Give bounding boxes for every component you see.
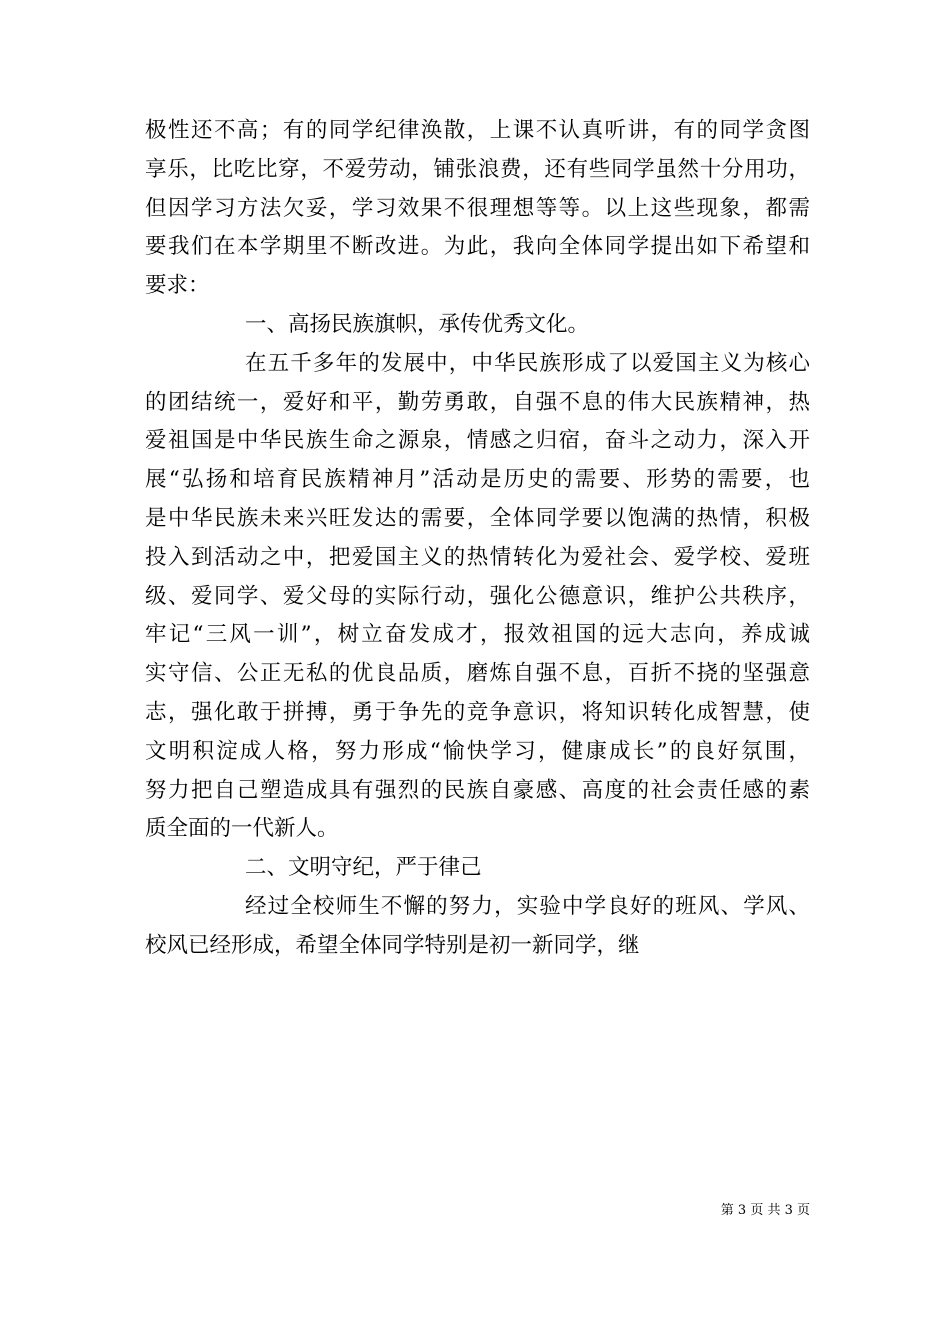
text-line: 二、文明守纪，严于律己 xyxy=(245,855,482,881)
text-line: 爱祖国是中华民族生命之源泉，情感之归宿，奋斗之动力，深入开 xyxy=(145,428,810,454)
text-line: 努力把自己塑造成具有强烈的民族自豪感、高度的社会责任感的素 xyxy=(145,777,810,803)
text-line: 展“弘扬和培育民族精神月”活动是历史的需要、形势的需要，也 xyxy=(145,467,810,493)
text-line: 但因学习方法欠妥，学习效果不很理想等等。以上这些现象，都需 xyxy=(145,195,810,221)
page-number xyxy=(721,1202,810,1220)
text-line: 极性还不高；有的同学纪律涣散，上课不认真听讲，有的同学贪图 xyxy=(145,118,810,143)
text-line: 一、高扬民族旗帜，承传优秀文化。 xyxy=(245,311,590,337)
text-line: 是中华民族未来兴旺发达的需要，全体同学要以饱满的热情，积极 xyxy=(145,505,810,531)
text-line: 经过全校师生不懈的努力，实验中学良好的班风、学风、 xyxy=(245,893,810,919)
text-line: 质全面的一代新人。 xyxy=(145,816,339,842)
text-line: 享乐，比吃比穿，不爱劳动，铺张浪费，还有些同学虽然十分用功， xyxy=(145,156,810,182)
text-line: 在五千多年的发展中，中华民族形成了以爱国主义为核心 xyxy=(245,350,810,376)
body-text xyxy=(145,112,810,966)
text-line: 的团结统一，爱好和平，勤劳勇敢，自强不息的伟大民族精神，热 xyxy=(145,389,810,415)
text-line: 要我们在本学期里不断改进。为此，我向全体同学提出如下希望和 xyxy=(145,234,810,260)
text-line: 文明积淀成人格，努力形成“愉快学习，健康成长”的良好氛围， xyxy=(145,738,810,764)
text-line: 要求： xyxy=(145,273,210,299)
text-line: 实守信、公正无私的优良品质，磨炼自强不息，百折不挠的坚强意 xyxy=(145,661,810,687)
text-line: 级、爱同学、爱父母的实际行动，强化公德意识，维护公共秩序， xyxy=(145,583,810,609)
text-line: 投入到活动之中，把爱国主义的热情转化为爱社会、爱学校、爱班 xyxy=(145,544,810,570)
text-line: 牢记“三风一训”，树立奋发成才，报效祖国的远大志向，养成诚 xyxy=(145,622,810,648)
text-line: 校风已经形成，希望全体同学特别是初一新同学，继 xyxy=(145,932,640,958)
page-number-label: 第 3 页 共 3 页 xyxy=(720,1203,810,1218)
text-line: 志，强化敢于拼搏，勇于争先的竞争意识，将知识转化成智慧，使 xyxy=(145,699,810,725)
